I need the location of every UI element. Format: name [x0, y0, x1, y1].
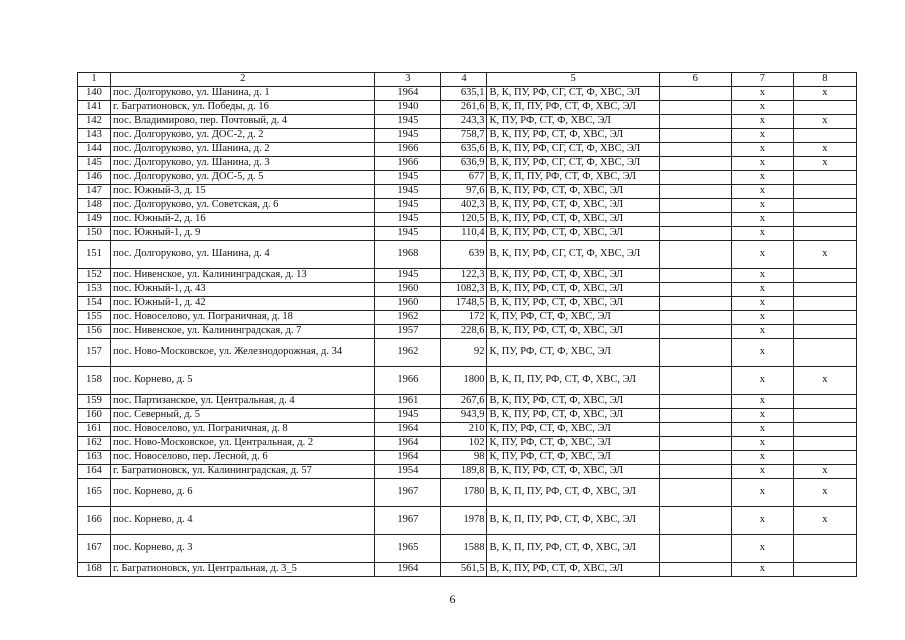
year-cell: 1945	[375, 213, 441, 227]
year-cell: 1960	[375, 283, 441, 297]
column-8-mark-cell	[793, 451, 856, 465]
year-cell: 1966	[375, 157, 441, 171]
area-cell: 120,5	[441, 213, 487, 227]
year-cell: 1964	[375, 437, 441, 451]
table-row	[78, 451, 857, 465]
utilities-cell: В, К, ПУ, РФ, СТ, Ф, ХВС, ЭЛ	[487, 129, 659, 143]
utilities-cell: В, К, ПУ, РФ, СТ, Ф, ХВС, ЭЛ	[487, 395, 659, 409]
row-number-cell: 153	[78, 283, 111, 297]
utilities-cell: К, ПУ, РФ, СТ, Ф, ХВС, ЭЛ	[487, 115, 659, 129]
area-cell: 758,7	[441, 129, 487, 143]
table-row	[78, 297, 857, 311]
housing-table	[77, 72, 857, 577]
row-number-cell: 166	[78, 507, 111, 535]
column-7-mark-cell: x	[731, 283, 793, 297]
row-number-cell: 163	[78, 451, 111, 465]
column-7-mark-cell: x	[731, 437, 793, 451]
column-8-mark-cell: x	[793, 367, 856, 395]
utilities-cell: В, К, П, ПУ, РФ, СТ, Ф, ХВС, ЭЛ	[487, 101, 659, 115]
column-7-mark-cell: x	[731, 563, 793, 577]
address-cell: пос. Южный-1, д. 42	[111, 297, 375, 311]
row-number-cell: 154	[78, 297, 111, 311]
column-8-mark-cell: x	[793, 479, 856, 507]
column-6-cell	[659, 171, 731, 185]
year-cell: 1962	[375, 339, 441, 367]
row-number-cell: 146	[78, 171, 111, 185]
table-row	[78, 395, 857, 409]
year-cell: 1964	[375, 423, 441, 437]
area-cell: 1748,5	[441, 297, 487, 311]
table-row	[78, 423, 857, 437]
row-number-cell: 160	[78, 409, 111, 423]
utilities-cell: В, К, П, ПУ, РФ, СТ, Ф, ХВС, ЭЛ	[487, 171, 659, 185]
column-6-cell	[659, 479, 731, 507]
address-cell: пос. Корнево, д. 3	[111, 535, 375, 563]
area-cell: 243,3	[441, 115, 487, 129]
utilities-cell: В, К, ПУ, РФ, СГ, СТ, Ф, ХВС, ЭЛ	[487, 157, 659, 171]
column-8-mark-cell	[793, 437, 856, 451]
row-number-cell: 164	[78, 465, 111, 479]
row-number-cell: 155	[78, 311, 111, 325]
address-cell: пос. Владимирово, пер. Почтовый, д. 4	[111, 115, 375, 129]
utilities-cell: В, К, ПУ, РФ, СГ, СТ, Ф, ХВС, ЭЛ	[487, 241, 659, 269]
row-number-cell: 148	[78, 199, 111, 213]
area-cell: 210	[441, 423, 487, 437]
row-number-cell: 140	[78, 87, 111, 101]
utilities-cell: В, К, ПУ, РФ, СТ, Ф, ХВС, ЭЛ	[487, 269, 659, 283]
area-cell: 639	[441, 241, 487, 269]
area-cell: 1082,3	[441, 283, 487, 297]
area-cell: 561,5	[441, 563, 487, 577]
utilities-cell: К, ПУ, РФ, СТ, Ф, ХВС, ЭЛ	[487, 423, 659, 437]
table-row	[78, 101, 857, 115]
area-cell: 402,3	[441, 199, 487, 213]
column-6-cell	[659, 115, 731, 129]
utilities-cell: В, К, ПУ, РФ, СТ, Ф, ХВС, ЭЛ	[487, 563, 659, 577]
column-8-mark-cell	[793, 283, 856, 297]
utilities-cell: К, ПУ, РФ, СТ, Ф, ХВС, ЭЛ	[487, 451, 659, 465]
area-cell: 261,6	[441, 101, 487, 115]
column-6-cell	[659, 367, 731, 395]
area-cell: 1800	[441, 367, 487, 395]
row-number-cell: 149	[78, 213, 111, 227]
column-7-mark-cell: x	[731, 367, 793, 395]
utilities-cell: В, К, ПУ, РФ, СТ, Ф, ХВС, ЭЛ	[487, 283, 659, 297]
area-cell: 636,9	[441, 157, 487, 171]
year-cell: 1957	[375, 325, 441, 339]
column-7-mark-cell: x	[731, 171, 793, 185]
column-8-mark-cell: x	[793, 87, 856, 101]
table-row	[78, 171, 857, 185]
address-cell: пос. Долгоруково, ул. Шанина, д. 1	[111, 87, 375, 101]
utilities-cell: В, К, ПУ, РФ, СГ, СТ, Ф, ХВС, ЭЛ	[487, 87, 659, 101]
column-6-cell	[659, 101, 731, 115]
column-6-cell	[659, 241, 731, 269]
area-cell: 97,6	[441, 185, 487, 199]
table-row	[78, 269, 857, 283]
address-cell: пос. Долгоруково, ул. ДОС-5, д. 5	[111, 171, 375, 185]
column-7-mark-cell: x	[731, 87, 793, 101]
utilities-cell: В, К, П, ПУ, РФ, СТ, Ф, ХВС, ЭЛ	[487, 367, 659, 395]
column-6-cell	[659, 129, 731, 143]
area-cell: 92	[441, 339, 487, 367]
column-6-cell	[659, 465, 731, 479]
column-6-cell	[659, 437, 731, 451]
column-8-mark-cell	[793, 535, 856, 563]
column-7-mark-cell: x	[731, 143, 793, 157]
table-row	[78, 563, 857, 577]
area-cell: 110,4	[441, 227, 487, 241]
address-cell: пос. Южный-1, д. 9	[111, 227, 375, 241]
column-7-mark-cell: x	[731, 451, 793, 465]
column-7-mark-cell: x	[731, 269, 793, 283]
row-number-cell: 143	[78, 129, 111, 143]
row-number-cell: 158	[78, 367, 111, 395]
year-cell: 1940	[375, 101, 441, 115]
year-cell: 1961	[375, 395, 441, 409]
row-number-cell: 152	[78, 269, 111, 283]
header-cell-2: 2	[111, 73, 375, 87]
table-row	[78, 115, 857, 129]
column-7-mark-cell: x	[731, 129, 793, 143]
address-cell: пос. Долгоруково, ул. Советская, д. 6	[111, 199, 375, 213]
row-number-cell: 150	[78, 227, 111, 241]
column-7-mark-cell: x	[731, 507, 793, 535]
header-cell-3: 3	[375, 73, 441, 87]
year-cell: 1945	[375, 185, 441, 199]
year-cell: 1966	[375, 367, 441, 395]
row-number-cell: 147	[78, 185, 111, 199]
year-cell: 1968	[375, 241, 441, 269]
header-cell-1: 1	[78, 73, 111, 87]
column-6-cell	[659, 87, 731, 101]
column-8-mark-cell	[793, 423, 856, 437]
area-cell: 1780	[441, 479, 487, 507]
utilities-cell: В, К, ПУ, РФ, СТ, Ф, ХВС, ЭЛ	[487, 297, 659, 311]
area-cell: 1588	[441, 535, 487, 563]
area-cell: 1978	[441, 507, 487, 535]
table-row	[78, 129, 857, 143]
row-number-cell: 151	[78, 241, 111, 269]
row-number-cell: 168	[78, 563, 111, 577]
table-row	[78, 283, 857, 297]
address-cell: г. Багратионовск, ул. Победы, д. 16	[111, 101, 375, 115]
area-cell: 122,3	[441, 269, 487, 283]
column-6-cell	[659, 199, 731, 213]
address-cell: пос. Корнево, д. 4	[111, 507, 375, 535]
row-number-cell: 162	[78, 437, 111, 451]
year-cell: 1965	[375, 535, 441, 563]
year-cell: 1945	[375, 269, 441, 283]
year-cell: 1945	[375, 199, 441, 213]
column-8-mark-cell: x	[793, 241, 856, 269]
column-7-mark-cell: x	[731, 409, 793, 423]
column-8-mark-cell	[793, 563, 856, 577]
year-cell: 1964	[375, 563, 441, 577]
column-6-cell	[659, 535, 731, 563]
year-cell: 1964	[375, 451, 441, 465]
address-cell: пос. Долгоруково, ул. ДОС-2, д. 2	[111, 129, 375, 143]
area-cell: 267,6	[441, 395, 487, 409]
year-cell: 1945	[375, 171, 441, 185]
column-7-mark-cell: x	[731, 115, 793, 129]
column-7-mark-cell: x	[731, 535, 793, 563]
column-8-mark-cell	[793, 269, 856, 283]
table-row	[78, 535, 857, 563]
table-row	[78, 227, 857, 241]
area-cell: 635,1	[441, 87, 487, 101]
column-8-mark-cell	[793, 101, 856, 115]
address-cell: пос. Ново-Московское, ул. Центральная, д. 2	[111, 437, 375, 451]
table-row	[78, 437, 857, 451]
area-cell: 635,6	[441, 143, 487, 157]
column-7-mark-cell: x	[731, 241, 793, 269]
column-7-mark-cell: x	[731, 213, 793, 227]
year-cell: 1960	[375, 297, 441, 311]
column-6-cell	[659, 185, 731, 199]
utilities-cell: В, К, П, ПУ, РФ, СТ, Ф, ХВС, ЭЛ	[487, 507, 659, 535]
utilities-cell: В, К, П, ПУ, РФ, СТ, Ф, ХВС, ЭЛ	[487, 535, 659, 563]
column-6-cell	[659, 325, 731, 339]
column-8-mark-cell	[793, 325, 856, 339]
utilities-cell: К, ПУ, РФ, СТ, Ф, ХВС, ЭЛ	[487, 311, 659, 325]
year-cell: 1954	[375, 465, 441, 479]
column-8-mark-cell	[793, 395, 856, 409]
row-number-cell: 145	[78, 157, 111, 171]
column-8-mark-cell	[793, 227, 856, 241]
year-cell: 1962	[375, 311, 441, 325]
address-cell: пос. Южный-3, д. 15	[111, 185, 375, 199]
utilities-cell: В, К, ПУ, РФ, СТ, Ф, ХВС, ЭЛ	[487, 325, 659, 339]
column-7-mark-cell: x	[731, 101, 793, 115]
header-cell-4: 4	[441, 73, 487, 87]
column-6-cell	[659, 283, 731, 297]
column-7-mark-cell: x	[731, 479, 793, 507]
table-row	[78, 213, 857, 227]
column-8-mark-cell	[793, 339, 856, 367]
column-8-mark-cell	[793, 213, 856, 227]
column-6-cell	[659, 269, 731, 283]
column-8-mark-cell: x	[793, 157, 856, 171]
column-7-mark-cell: x	[731, 339, 793, 367]
area-cell: 102	[441, 437, 487, 451]
address-cell: пос. Долгоруково, ул. Шанина, д. 3	[111, 157, 375, 171]
header-cell-5: 5	[487, 73, 659, 87]
table-row	[78, 479, 857, 507]
table-row	[78, 143, 857, 157]
column-6-cell	[659, 311, 731, 325]
year-cell: 1966	[375, 143, 441, 157]
area-cell: 189,8	[441, 465, 487, 479]
year-cell: 1967	[375, 507, 441, 535]
column-8-mark-cell	[793, 199, 856, 213]
table-row	[78, 507, 857, 535]
area-cell: 228,6	[441, 325, 487, 339]
page-number: 6	[449, 592, 456, 606]
column-6-cell	[659, 143, 731, 157]
header-row	[78, 73, 857, 87]
column-8-mark-cell: x	[793, 507, 856, 535]
table-row	[78, 367, 857, 395]
column-7-mark-cell: x	[731, 227, 793, 241]
column-8-mark-cell	[793, 311, 856, 325]
column-7-mark-cell: x	[731, 465, 793, 479]
column-8-mark-cell: x	[793, 143, 856, 157]
address-cell: пос. Нивенское, ул. Калининградская, д. 7	[111, 325, 375, 339]
year-cell: 1945	[375, 115, 441, 129]
row-number-cell: 144	[78, 143, 111, 157]
address-cell: пос. Партизанское, ул. Центральная, д. 4	[111, 395, 375, 409]
column-8-mark-cell	[793, 297, 856, 311]
area-cell: 677	[441, 171, 487, 185]
table-row	[78, 339, 857, 367]
header-cell-8: 8	[793, 73, 856, 87]
utilities-cell: В, К, ПУ, РФ, СТ, Ф, ХВС, ЭЛ	[487, 199, 659, 213]
table-row	[78, 87, 857, 101]
table-row	[78, 325, 857, 339]
year-cell: 1967	[375, 479, 441, 507]
area-cell: 172	[441, 311, 487, 325]
row-number-cell: 165	[78, 479, 111, 507]
table-row	[78, 157, 857, 171]
utilities-cell: В, К, ПУ, РФ, СТ, Ф, ХВС, ЭЛ	[487, 185, 659, 199]
address-cell: пос. Ново-Московское, ул. Железнодорожная, д. 34	[111, 339, 375, 367]
column-6-cell	[659, 451, 731, 465]
year-cell: 1945	[375, 409, 441, 423]
address-cell: пос. Новоселово, ул. Пограничная, д. 18	[111, 311, 375, 325]
address-cell: пос. Южный-1, д. 43	[111, 283, 375, 297]
address-cell: пос. Корнево, д. 5	[111, 367, 375, 395]
year-cell: 1945	[375, 129, 441, 143]
area-cell: 98	[441, 451, 487, 465]
row-number-cell: 167	[78, 535, 111, 563]
utilities-cell: В, К, ПУ, РФ, СТ, Ф, ХВС, ЭЛ	[487, 409, 659, 423]
year-cell: 1964	[375, 87, 441, 101]
utilities-cell: К, ПУ, РФ, СТ, Ф, ХВС, ЭЛ	[487, 339, 659, 367]
column-7-mark-cell: x	[731, 423, 793, 437]
utilities-cell: В, К, ПУ, РФ, СГ, СТ, Ф, ХВС, ЭЛ	[487, 143, 659, 157]
address-cell: пос. Южный-2, д. 16	[111, 213, 375, 227]
column-8-mark-cell	[793, 185, 856, 199]
utilities-cell: В, К, П, ПУ, РФ, СТ, Ф, ХВС, ЭЛ	[487, 479, 659, 507]
address-cell: пос. Северный, д. 5	[111, 409, 375, 423]
column-6-cell	[659, 423, 731, 437]
row-number-cell: 159	[78, 395, 111, 409]
column-7-mark-cell: x	[731, 311, 793, 325]
table-row	[78, 465, 857, 479]
table-row	[78, 409, 857, 423]
row-number-cell: 161	[78, 423, 111, 437]
column-8-mark-cell	[793, 409, 856, 423]
row-number-cell: 157	[78, 339, 111, 367]
utilities-cell: В, К, ПУ, РФ, СТ, Ф, ХВС, ЭЛ	[487, 465, 659, 479]
address-cell: пос. Долгоруково, ул. Шанина, д. 2	[111, 143, 375, 157]
address-cell: г. Багратионовск, ул. Калининградская, д. 57	[111, 465, 375, 479]
column-7-mark-cell: x	[731, 395, 793, 409]
address-cell: пос. Корнево, д. 6	[111, 479, 375, 507]
column-6-cell	[659, 339, 731, 367]
column-7-mark-cell: x	[731, 199, 793, 213]
header-cell-6: 6	[659, 73, 731, 87]
table-row	[78, 311, 857, 325]
column-8-mark-cell: x	[793, 465, 856, 479]
column-6-cell	[659, 297, 731, 311]
column-6-cell	[659, 213, 731, 227]
column-8-mark-cell	[793, 171, 856, 185]
column-6-cell	[659, 157, 731, 171]
column-8-mark-cell	[793, 129, 856, 143]
header-cell-7: 7	[731, 73, 793, 87]
address-cell: пос. Новоселово, ул. Пограничная, д. 8	[111, 423, 375, 437]
row-number-cell: 142	[78, 115, 111, 129]
table-row	[78, 199, 857, 213]
utilities-cell: В, К, ПУ, РФ, СТ, Ф, ХВС, ЭЛ	[487, 213, 659, 227]
column-6-cell	[659, 409, 731, 423]
address-cell: г. Багратионовск, ул. Центральная, д. 3_5	[111, 563, 375, 577]
address-cell: пос. Долгоруково, ул. Шанина, д. 4	[111, 241, 375, 269]
year-cell: 1945	[375, 227, 441, 241]
column-7-mark-cell: x	[731, 325, 793, 339]
area-cell: 943,9	[441, 409, 487, 423]
table-row	[78, 241, 857, 269]
column-6-cell	[659, 227, 731, 241]
column-6-cell	[659, 507, 731, 535]
column-6-cell	[659, 395, 731, 409]
column-6-cell	[659, 563, 731, 577]
column-7-mark-cell: x	[731, 297, 793, 311]
address-cell: пос. Новоселово, пер. Лесной, д. 6	[111, 451, 375, 465]
table-row	[78, 185, 857, 199]
row-number-cell: 141	[78, 101, 111, 115]
column-7-mark-cell: x	[731, 157, 793, 171]
column-7-mark-cell: x	[731, 185, 793, 199]
utilities-cell: К, ПУ, РФ, СТ, Ф, ХВС, ЭЛ	[487, 437, 659, 451]
column-8-mark-cell: x	[793, 115, 856, 129]
address-cell: пос. Нивенское, ул. Калининградская, д. 13	[111, 269, 375, 283]
row-number-cell: 156	[78, 325, 111, 339]
utilities-cell: В, К, ПУ, РФ, СТ, Ф, ХВС, ЭЛ	[487, 227, 659, 241]
